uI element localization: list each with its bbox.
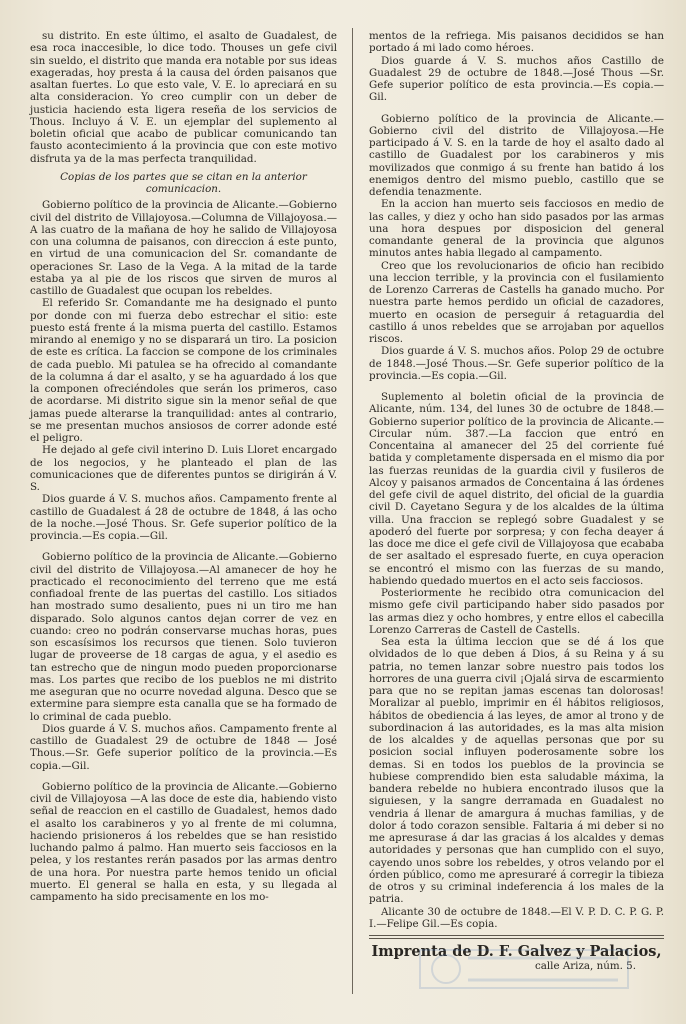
left-paragraph-1: su distrito. En este último, el asalto de Guadalest, de esa roca inaccesible, lo dice todo. Thouses un gefe civil sin sueldo, el distrito que manda era notable por sus ideas exageradas, hoy presta á la causa del órden paisanos que asaltan fuertes. Lo que esto vale, V. E. lo apreciará en su alta consideracion. Yo creo cumplir con un deber de justicia haciendo esta ligera reseña de los servicios de Thous. Incluyo á V. E. un ejemplar del suplemento al boletin oficial que acabo de publicar comunicando tan fausto acontecimiento á la provincia que con este motivo disfruta ya de la mas perfecta tranquilidad. xyxy=(30,30,337,165)
paragraph-spacer xyxy=(30,772,337,781)
right-paragraph-6: Dios guarde á V. S. muchos años. Polop 29 de octubre de 1848.—José Thous.—Sr. Gefe superior político de la provincia.—Es copia.—Gil. xyxy=(369,345,664,382)
left-paragraph-8: Dios guarde á V. S. muchos años. Campamento frente al castillo de Guadalest 29 de octubre de 1848 — José Thous.—Sr. Gefe superior político de la provincia.—Es copia.—Gil. xyxy=(30,722,337,772)
left-paragraph-5: He dejado al gefe civil interino D. Luis Lloret encargado de los negocios, y he planteado el plan de las comunicaciones que de diferentes puntos se dirigirán á V. S. xyxy=(30,444,337,493)
left-paragraph-6: Dios guarde á V. S. muchos años. Campamento frente al castillo de Guadalest á 28 de octubre de 1848, á las ocho de la noche.—José Thous. Sr. Gefe superior político de la provincia.—Es copia.—Gil. xyxy=(30,493,337,542)
right-column-body xyxy=(369,30,664,930)
paragraph-spacer xyxy=(369,104,664,113)
right-paragraph-1: mentos de la refriega. Mis paisanos decididos se han portado á mi lado como héroes. xyxy=(369,30,664,55)
printer-address: calle Ariza, núm. 5. xyxy=(534,960,636,972)
right-paragraph-8: Posteriormente he recibido otra comunicacion del mismo gefe civil participando haber sido pasados por las armas diez y ocho hombres, y entre ellos el cabecilla Lorenzo Carreras de Castell de Castells. xyxy=(369,587,664,636)
right-paragraph-3: Gobierno político de la provincia de Alicante.—Gobierno civil del distrito de Villajoyosa.—He participado á V. S. en la tarde de hoy el asalto dado al castillo de Guadalest por los carabineros y mis movilizados que conmigo á su frente han batido á los enemigos dentro del mismo pueblo, castillo que se defendia tenazmente. xyxy=(369,112,664,198)
left-column xyxy=(30,30,337,903)
right-paragraph-10: Alicante 30 de octubre de 1848.—El V. P. D. C. P. G. P. I.—Felipe Gil.—Es copia. xyxy=(369,905,664,930)
right-paragraph-4: En la accion han muerto seis facciosos en medio de las calles, y diez y ocho han sido pasados por las armas una hora despues por disposicion del general comandante general de la provincia que algunos minutos antes habia llegado al campamento. xyxy=(369,198,664,260)
left-paragraph-3: Gobierno político de la provincia de Alicante.—Gobierno civil del distrito de Villajoyosa.—Columna de Villajoyosa.—A las cuatro de la mañana de hoy he salido de Villajoyosa con una columna de paisanos, con direccion á este punto, en virtud de una comunicacion del Sr. comandante de operaciones Sr. Laso de la Vega. A la mitad de la tarde estaba ya al pie de los riscos que sirven de muros al castillo de Guadalest que ocupan los rebeldes. xyxy=(30,199,337,297)
left-paragraph-9: Gobierno político de la provincia de Alicante.—Gobierno civil de Villajoyosa —A las doce de este dia, habiendo visto señal de reaccion en el castillo de Guadalest, hemos dado el asalto los carabineros y yo al frente de mi columna, haciendo prisioneros á los rebeldes que se han resistido luchando palmo á palmo. Han muerto seis facciosos en la pelea, y los restantes rerán pasados por las armas dentro de una hora. Por nuestra parte hemos tenido un oficial muerto. El general se halla en esta, y su llegada al campamento ha sido precisamente en los mo- xyxy=(30,780,337,903)
left-paragraph-7: Gobierno político de la provincia de Alicante.—Gobierno civil del distrito de Villajoyosa.—Al amanecer de hoy he practicado el reconocimiento del terreno que me está confiadoal frente de las puertas del castillo. Los sitiados han mostrado sumo desaliento, pues ni un tiro me han disparado. Solo algunos cantos dejan correr de vez en cuando: creo no podrán conservarse muchas horas, pues son escasísimos los recursos que tienen. Solo tuvieron lugar de proveerse de 18 cargas de agua, y el asedio es tan estrecho que de ningun modo pueden proporcionarse mas. Los partes que recibo de los pueblos ne mi distrito me aseguran que no ocurre novedad alguna. Desco que se extermine para siempre esta canalla que se ha formado de lo criminal de cada pueblo. xyxy=(30,551,337,723)
right-paragraph-5: Creo que los revolucionarios de oficio han recibido una leccion terrible, y la provincia con el fusilamiento de Lorenzo Carreras de Castells ha ganado mucho. Por nuestra parte hemos perdido un oficial de cazadores, muerto en ocasion de perseguir á retaguardia del castillo á unos rebeldes que se arrojaban por aquellos riscos. xyxy=(369,259,664,345)
right-paragraph-2: Dios guarde á V. S. muchos años Castillo de Guadalest 29 de octubre de 1848.—José Thous —Sr. Gefe superior político de esta provincia.—Es copia.—Gil. xyxy=(369,54,664,104)
column-divider xyxy=(352,28,353,994)
printer-imprint: Imprenta de D. F. Galvez y Palacios, xyxy=(371,943,662,960)
right-column xyxy=(369,30,664,972)
paragraph-spacer xyxy=(369,382,664,391)
right-paragraph-7: Suplemento al boletin oficial de la provincia de Alicante, núm. 134, del lunes 30 de octubre de 1848.—Gobierno superior político de la provincia de Alicante.—Circular núm. 387.—La faccion que entró en Concentaina al amanecer del 25 del corriente fué batida y completamente dispersada en el mismo dia por las fuerzas reunidas de la guardia civil y fusileros de Alcoy y paisanos armados de Concentaina á las órdenes del gefe civil de aquel distrito, del oficial de la guardia civil D. Cayetano Segura y de los alcaldes de la última villa. Una fraccion se replegó sobre Guadalest y se apoderó del fuerte por sorpresa; y con fecha deayer á las doce me dice el gefe civil de Villajoyosa que ecababa de ser asaltado el espresado fuerte, en cuya operacion se encontró el mismo con las fuerzas de su mando, habiendo quedado muertos en el acto seis facciosos. xyxy=(369,391,664,587)
left-paragraph-4: El referido Sr. Comandante me ha designado el punto por donde con mi fuerza debo estrechar el sitio: este puesto está frente á la misma puerta del castillo. Estamos mirando al enemigo y no se disparará un tiro. La posicion de este es crítica. La faccion se compone de los criminales de cada pueblo. Mi patulea se ha ofrecido al comandante de la columna á dar el asalto, y se ha aguardado á los que la componen ofreciéndoles que serán los primeros, caso de acordarse. Mi distrito sigue sin la menor señal de que jamas puede alterarse la tranquilidad: antes al contrario, se me presentan muchos ansiosos de correr adonde esté el peligro. xyxy=(30,297,337,444)
paragraph-spacer xyxy=(30,542,337,551)
left-paragraph-2: Copias de los partes que se citan en la anterior comunicacion. xyxy=(60,170,307,195)
right-paragraph-9: Sea esta la última leccion que se dé á los que olvidados de lo que deben á Dios, á su Reina y á su patria, no temen lanzar sobre nuestro pais todos los horrores de una guerra civil ¡Ojalá sirva de escarmiento para que no se repitan jamas escenas tan dolorosas! Moralizar al pueblo, imprimir en él hábitos religiosos, hábitos de obediencia á las leyes, de amor al trono y de subordinacion á las autoridades, es la mas alta mision de los alcaldes y de aquellas personas que por su posicion social influyen poderosamente sobre los demas. Si en todos los pueblos de la provincia se hubiese comprendido bien esta saludable máxima, la bandera rebelde no hubiera encontrado ilusos que la siguiesen, y la sangre derramada en Guadalest no vendria á llenar de amargura á muchas familias, y de dolor á todo corazon sensible. Faltaria á mi deber si no me apresurase á dar las gracias á los alcaldes y demas autoridades y personas que han cumplido con el suyo, cayendo unos sobre los rebeldes, y otros velando por el órden público, como me apresuraré á corregir la tibieza de otros y su criminal indeferencia á los males de la patria. xyxy=(369,636,664,906)
footer-rule xyxy=(369,935,664,939)
